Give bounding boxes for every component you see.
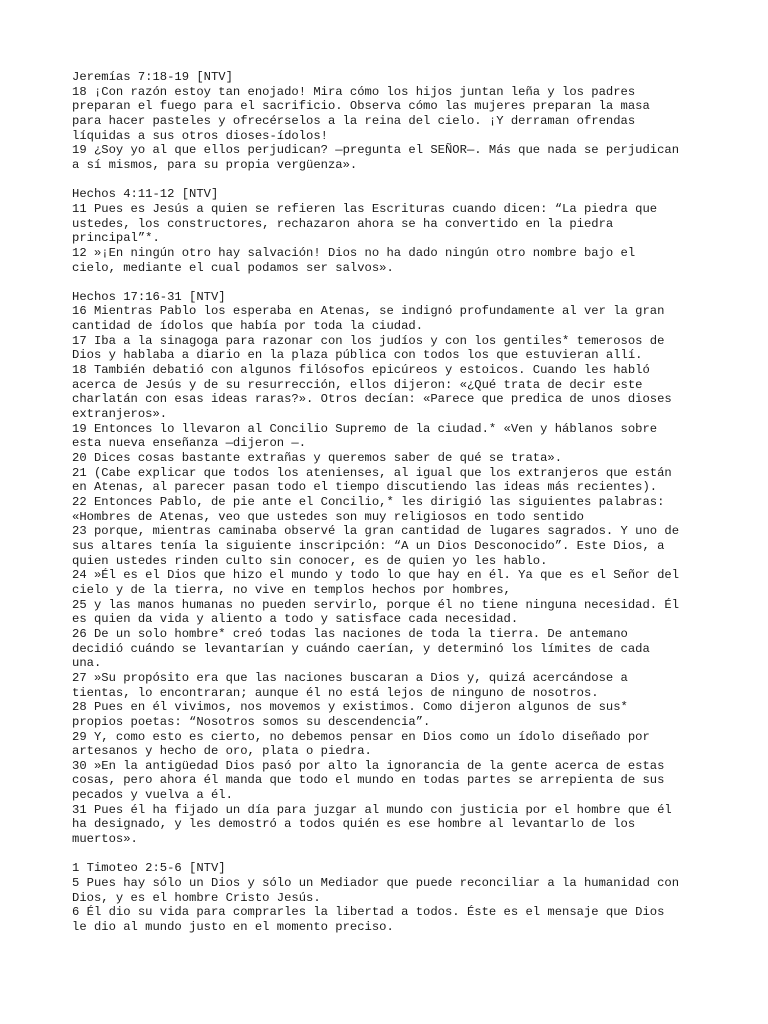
passage-hechos-17 bbox=[72, 290, 712, 847]
verse: 23 porque, mientras caminaba observé la gran cantidad de lugares sagrados. Y uno de sus altares tenía la siguiente inscripción: “A un Dios Desconocido”. Este Dios, a quien ustedes rinden culto sin conocer, es de quien yo les hablo. bbox=[72, 524, 680, 568]
document-body bbox=[72, 70, 712, 949]
verse: 16 Mientras Pablo los esperaba en Atenas, se indignó profundamente al ver la gran cantidad de ídolos que había por toda la ciudad. bbox=[72, 304, 665, 334]
verse: 5 Pues hay sólo un Dios y sólo un Mediador que puede reconciliar a la humanidad con Dios, y es el hombre Cristo Jesús. bbox=[72, 876, 680, 905]
passage-jeremias bbox=[72, 70, 712, 173]
verse: 18 ¡Con razón estoy tan enojado! Mira cómo los hijos juntan leña y los padres preparan el fuego para el sacrificio. Observa cómo las mujeres preparan la masa para hacer pasteles y ofrecérselos a la reina del cielo. ¡Y derraman ofrendas líquidas a sus otros dioses-ídolos! bbox=[72, 84, 650, 143]
passage-reference: 1 Timoteo 2:5-6 [NTV] bbox=[72, 861, 226, 876]
verse: 19 ¿Soy yo al que ellos perjudican? —pregunta el SEÑOR—. Más que nada se perjudican a sí mismos, para su propia vergüenza». bbox=[72, 143, 680, 172]
verse: 24 »Él es el Dios que hizo el mundo y todo lo que hay en él. Ya que es el Señor del cielo y de la tierra, no vive en templos hechos por hombres, bbox=[72, 568, 680, 597]
verse: 6 Él dio su vida para comprarles la libertad a todos. Éste es el mensaje que Dios le dio al mundo justo en el momento preciso. bbox=[72, 905, 665, 935]
passage-reference: Hechos 4:11-12 [NTV] bbox=[72, 187, 219, 202]
verse: 27 »Su propósito era que las naciones buscaran a Dios y, quizá acercándose a tientas, lo encontraran; aunque él no está lejos de ninguno de nosotros. bbox=[72, 670, 628, 700]
verse: 20 Dices cosas bastante extrañas y queremos saber de qué se trata». bbox=[72, 451, 563, 466]
verse: 17 Iba a la sinagoga para razonar con los judíos y con los gentiles* temerosos de Dios y hablaba a diario en la plaza pública con todos los que estuvieran allí. bbox=[72, 333, 665, 363]
verse: 12 »¡En ningún otro hay salvación! Dios no ha dado ningún otro nombre bajo el cielo, mediante el cual podamos ser salvos». bbox=[72, 245, 636, 275]
verse: 19 Entonces lo llevaron al Concilio Supremo de la ciudad.* «Ven y háblanos sobre esta nueva enseñanza —dijeron —. bbox=[72, 421, 658, 451]
verse: 18 También debatió con algunos filósofos epicúreos y estoicos. Cuando les habló acerca de Jesús y de su resurrección, ellos dijeron: «¿Qué trata de decir este charlatán con esas ideas raras?». Otros decían: «Parece que predica de unos dioses extranjeros». bbox=[72, 363, 672, 422]
verse: 25 y las manos humanas no pueden servirlo, porque él no tiene ninguna necesidad. Él es quien da vida y aliento a todo y satisface cada necesidad. bbox=[72, 597, 680, 627]
verse: 21 (Cabe explicar que todos los atenienses, al igual que los extranjeros que están en Atenas, al parecer pasan todo el tiempo discutiendo las ideas más recientes). bbox=[72, 465, 672, 495]
verse: 11 Pues es Jesús a quien se refieren las Escrituras cuando dicen: “La piedra que ustedes, los constructores, rechazaron ahora se ha convertido en la piedra principal”*. bbox=[72, 201, 658, 246]
passage-1-timoteo bbox=[72, 861, 712, 934]
verse: 30 »En la antigüedad Dios pasó por alto la ignorancia de la gente acerca de estas cosas, pero ahora él manda que todo el mundo en todas partes se arrepienta de sus pecados y vuelva a él. bbox=[72, 758, 665, 803]
verse: 26 De un solo hombre* creó todas las naciones de toda la tierra. De antemano decidió cuándo se levantarían y cuándo caerían, y determinó los límites de cada una. bbox=[72, 626, 650, 671]
passage-hechos-4 bbox=[72, 187, 712, 275]
verse: 29 Y, como esto es cierto, no debemos pensar en Dios como un ídolo diseñado por artesanos y hecho de oro, plata o piedra. bbox=[72, 729, 650, 759]
passage-reference: Jeremías 7:18-19 [NTV] bbox=[72, 70, 233, 84]
verse: 22 Entonces Pablo, de pie ante el Concilio,* les dirigió las siguientes palabras: «Hombres de Atenas, veo que ustedes son muy religiosos en todo sentido bbox=[72, 495, 665, 524]
passage-reference: Hechos 17:16-31 [NTV] bbox=[72, 289, 226, 304]
verse: 28 Pues en él vivimos, nos movemos y existimos. Como dijeron algunos de sus* propios poetas: “Nosotros somos su descendencia”. bbox=[72, 700, 628, 729]
verse: 31 Pues él ha fijado un día para juzgar al mundo con justicia por el hombre que él ha designado, y les demostró a todos quién es ese hombre al levantarlo de los muertos». bbox=[72, 802, 672, 847]
